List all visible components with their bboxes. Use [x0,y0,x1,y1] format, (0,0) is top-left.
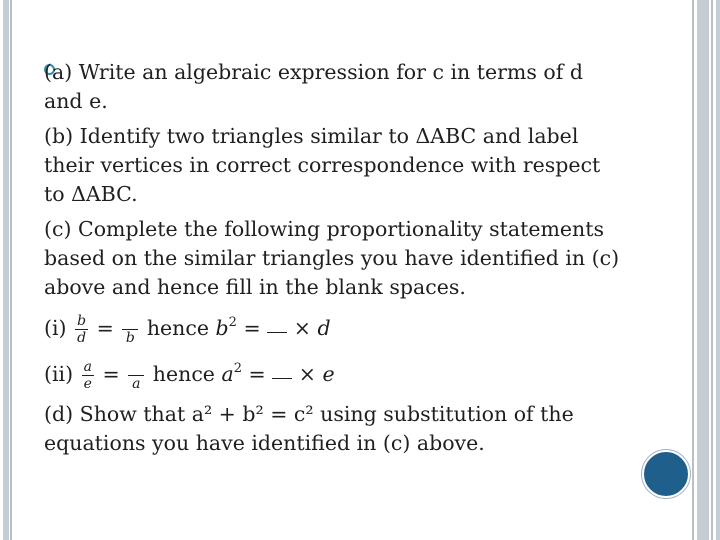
part-c-label: (c) [44,217,72,241]
part-d [44,400,624,458]
fraction-denominator: d [77,330,87,346]
exponent: 2 [233,361,242,376]
blank-fraction [122,313,138,346]
part-c-text: Complete the following proportionality statements based on the similar triangles you have identified in (c) above and hence fill in the blank spaces. [44,217,620,299]
blank-fraction-denominator: b [125,330,135,346]
part-c [44,215,624,302]
part-a-text: Write an algebraic expression for c in terms of d and e. [44,60,583,113]
blank-fraction-denominator: a [132,376,141,392]
fraction-denominator: e [83,376,92,392]
times-sign: × [293,316,311,340]
right-decorative-border [690,0,720,540]
equals-sign: = [243,316,261,340]
blank-numerator [122,313,138,330]
left-decorative-border [3,0,12,540]
part-b-label: (b) [44,124,74,148]
part-b [44,122,624,209]
part-b-text: Identify two triangles similar to ΔABC and label their vertices in correct correspondence with respect to ΔABC. [44,124,601,206]
equals-sign: = [96,316,114,340]
slide-circle-badge [642,450,690,498]
fraction-b-over-d [75,313,88,346]
times-sign: × [298,362,316,386]
fraction-numerator: a [83,359,92,375]
equals-sign: = [102,362,120,386]
slide-content [44,58,624,464]
part-a-label: (a) [44,60,73,84]
exponent: 2 [228,315,237,330]
blank-space [272,378,292,379]
rhs-variable: e [322,362,335,386]
equation-ii-label: (ii) [44,362,74,386]
equation-i-label: (i) [44,316,67,340]
lhs-variable: b [215,316,229,340]
equals-sign: = [248,362,266,386]
blank-space [267,332,287,333]
lhs-variable: a [221,362,234,386]
blank-fraction [128,359,144,392]
hence-word: hence [146,316,209,340]
rhs-variable: d [317,316,331,340]
fraction-numerator: b [77,313,87,329]
hence-word: hence [152,362,215,386]
fraction-a-over-e [82,359,94,392]
equation-ii [44,354,624,392]
part-a [44,58,624,116]
part-d-text: Show that a² + b² = c² using substitution of the equations you have identified in (c) above. [44,402,574,455]
part-d-label: (d) [44,402,74,426]
equation-i [44,308,624,346]
blank-numerator [128,359,144,376]
